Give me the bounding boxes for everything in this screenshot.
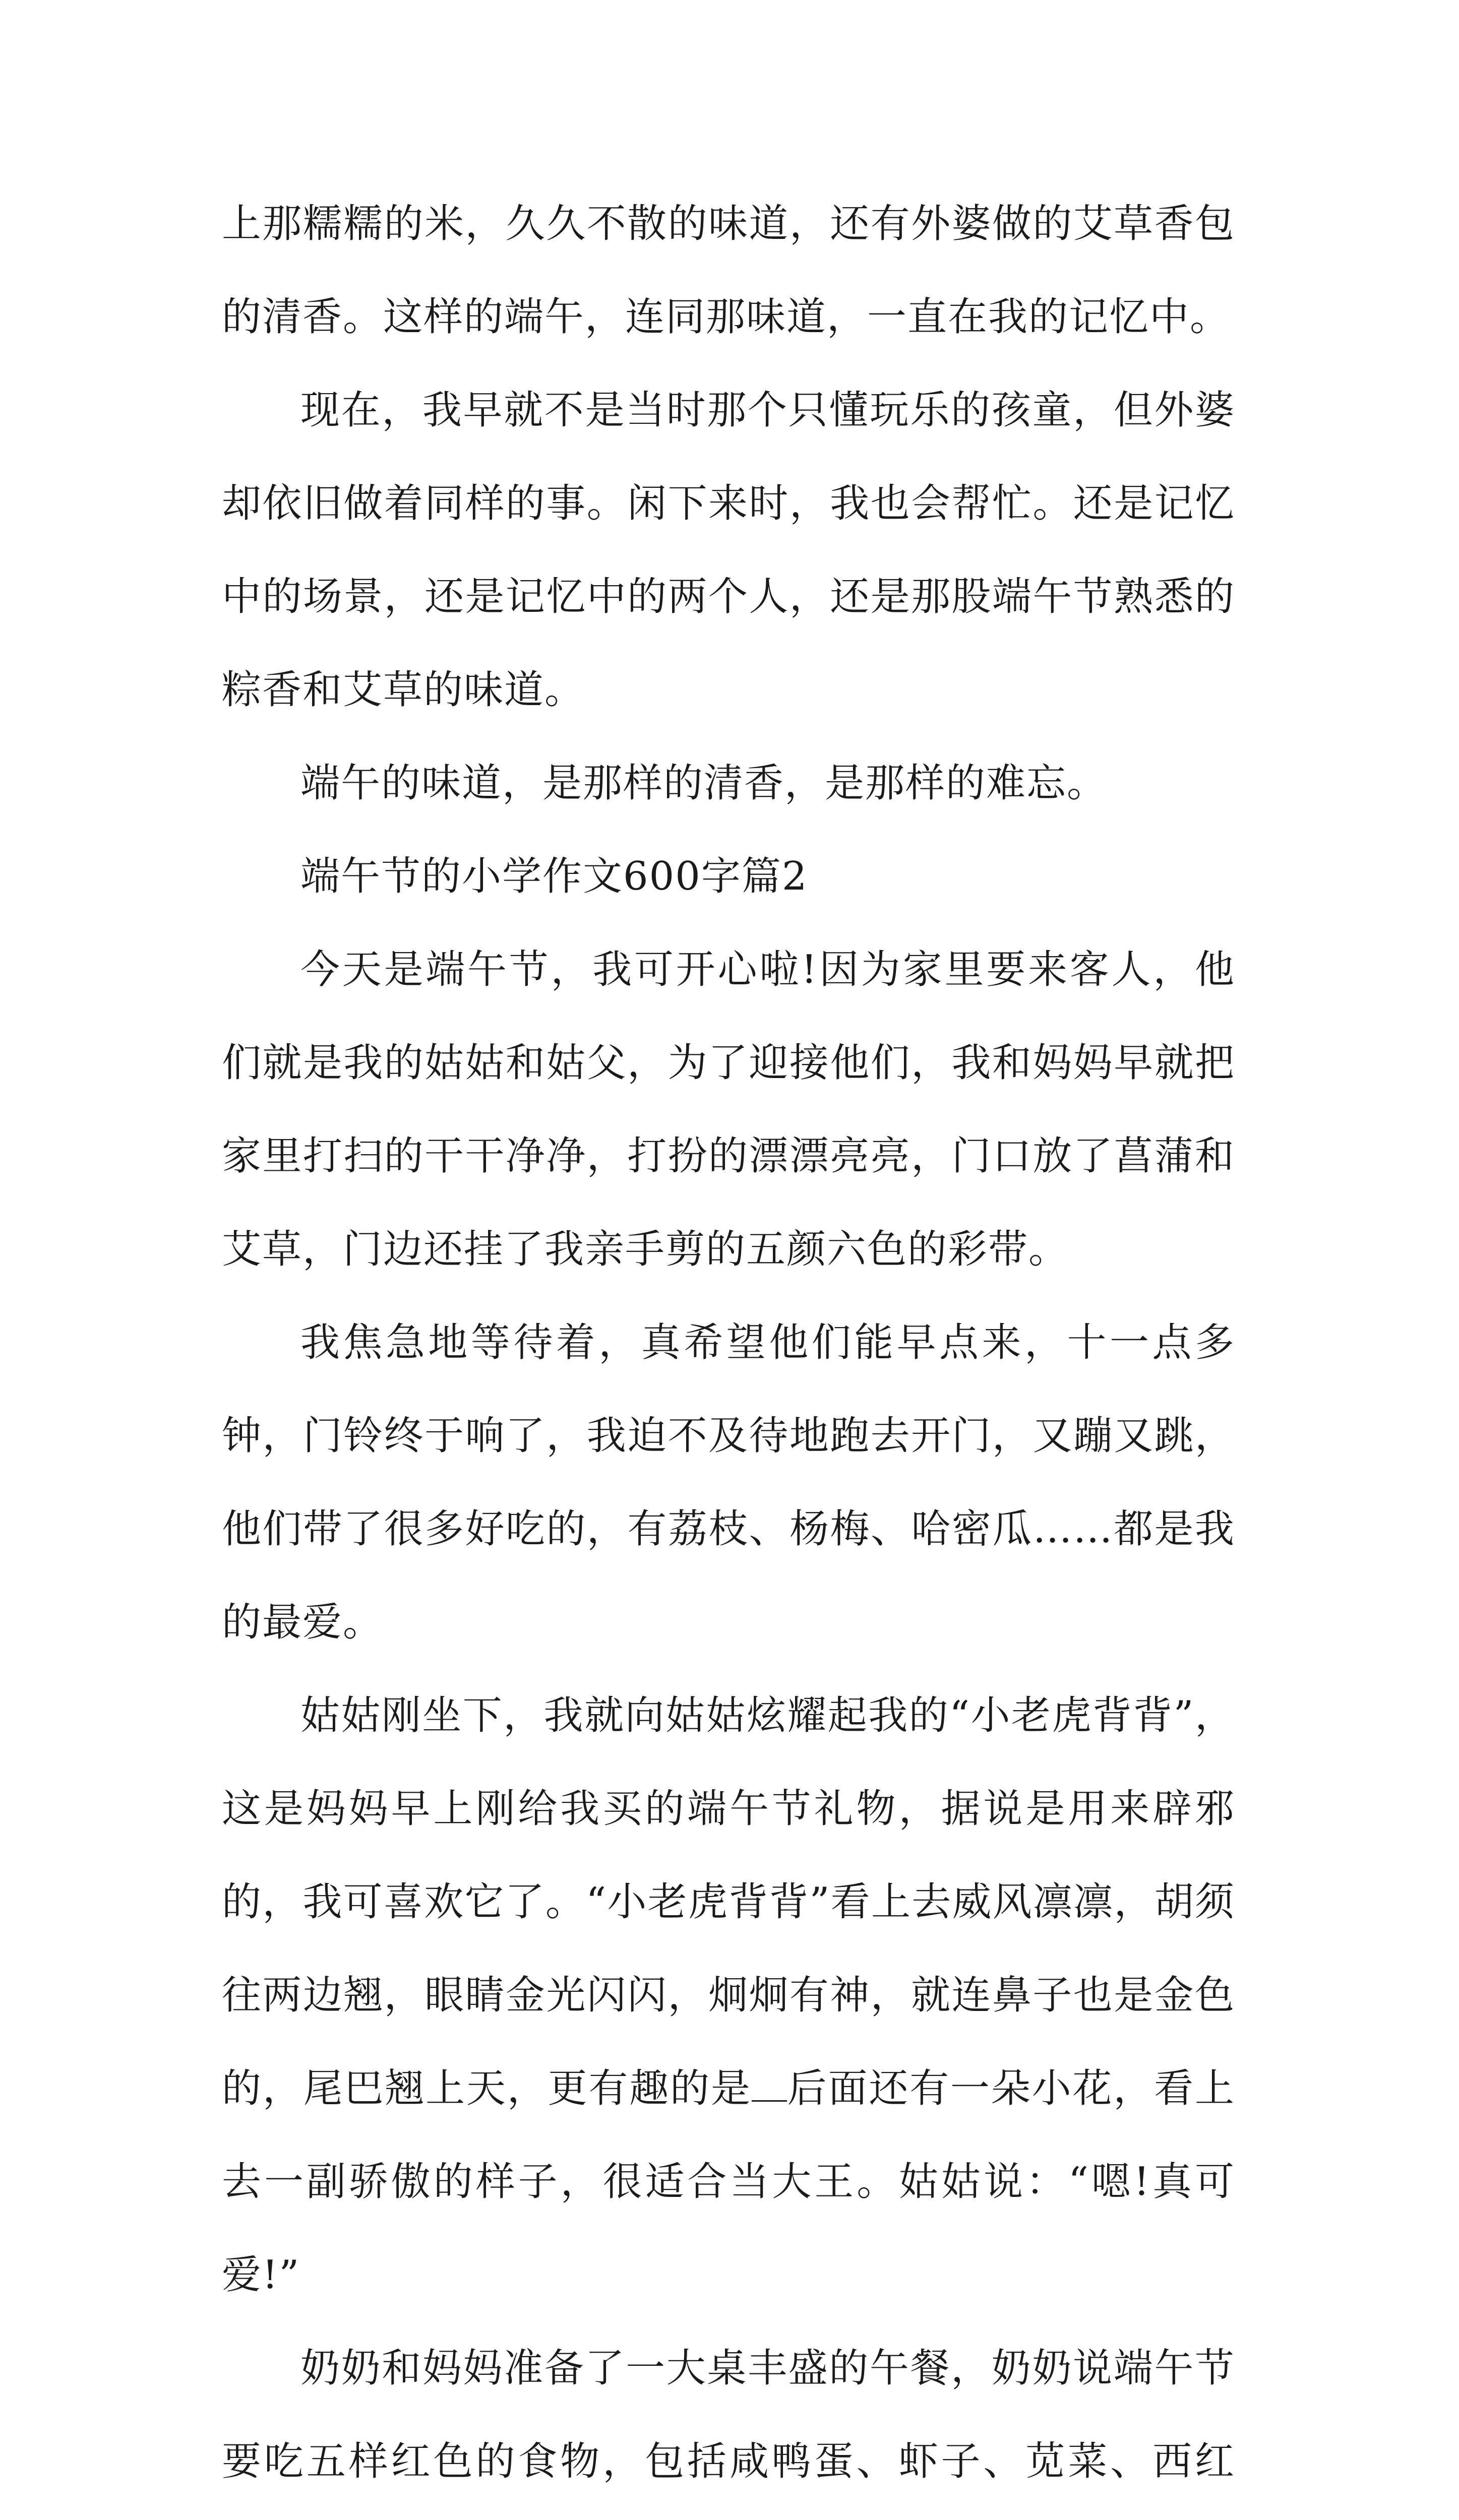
paragraph-tiger	[222, 1669, 1235, 2322]
paragraph-lunch: 奶奶和妈妈准备了一大桌丰盛的午餐，奶奶说端午节要吃五样红色的食物，包括咸鸭蛋、虾子、苋菜、西红	[222, 2346, 1235, 2484]
essay-title-heading: 端午节的小学作文600字篇2	[300, 854, 808, 899]
paragraph-guests: 今天是端午节，我可开心啦!因为家里要来客人，他们就是我的姑姑和姑父，为了迎接他们，我和妈妈早就把家里打扫的干干净净，打扮的漂漂亮亮，门口放了菖蒲和艾草，门边还挂了我亲手剪的五颜六色的彩带。	[222, 947, 1235, 1272]
essay-body	[222, 177, 1235, 2520]
paragraph-conclusion: 端午的味道，是那样的清香，是那样的难忘。	[300, 761, 1108, 806]
paragraph-tiger-part2: 后面还有一朵小花，看上去一副骄傲的样子，很适合当大王。姑姑说：“嗯!真可爱!”	[222, 2066, 1235, 2298]
paragraph-continuation: 上那糯糯的米，久久不散的味道，还有外婆做的艾草香包的清香。这样的端午，连同那味道，一直在我的记忆中。	[222, 201, 1235, 340]
blank-underline	[752, 2065, 787, 2102]
paragraph-waiting: 我焦急地等待着，真希望他们能早点来，十一点多钟，门铃终于响了，我迫不及待地跑去开门，又蹦又跳，他们带了很多好吃的，有荔枝、杨梅、哈密瓜……都是我的最爱。	[222, 1320, 1235, 1645]
paragraph-tiger-part1: 姑姑刚坐下，我就向姑姑炫耀起我的“小老虎背背”，这是妈妈早上刚给我买的端午节礼物，据说是用来辟邪的，我可喜欢它了。“小老虎背背”看上去威风凛凛，胡须往两边翘，眼睛金光闪闪，炯炯有神，就连鼻子也是金色的，尾巴翘上天，更有趣的是	[222, 1693, 1235, 2111]
paragraph-present: 现在，我早就不是当时那个只懂玩乐的孩童，但外婆却依旧做着同样的事。闲下来时，我也会帮忙。还是记忆中的场景，还是记忆中的两个人，还是那股端午节熟悉的粽香和艾草的味道。	[222, 388, 1235, 713]
